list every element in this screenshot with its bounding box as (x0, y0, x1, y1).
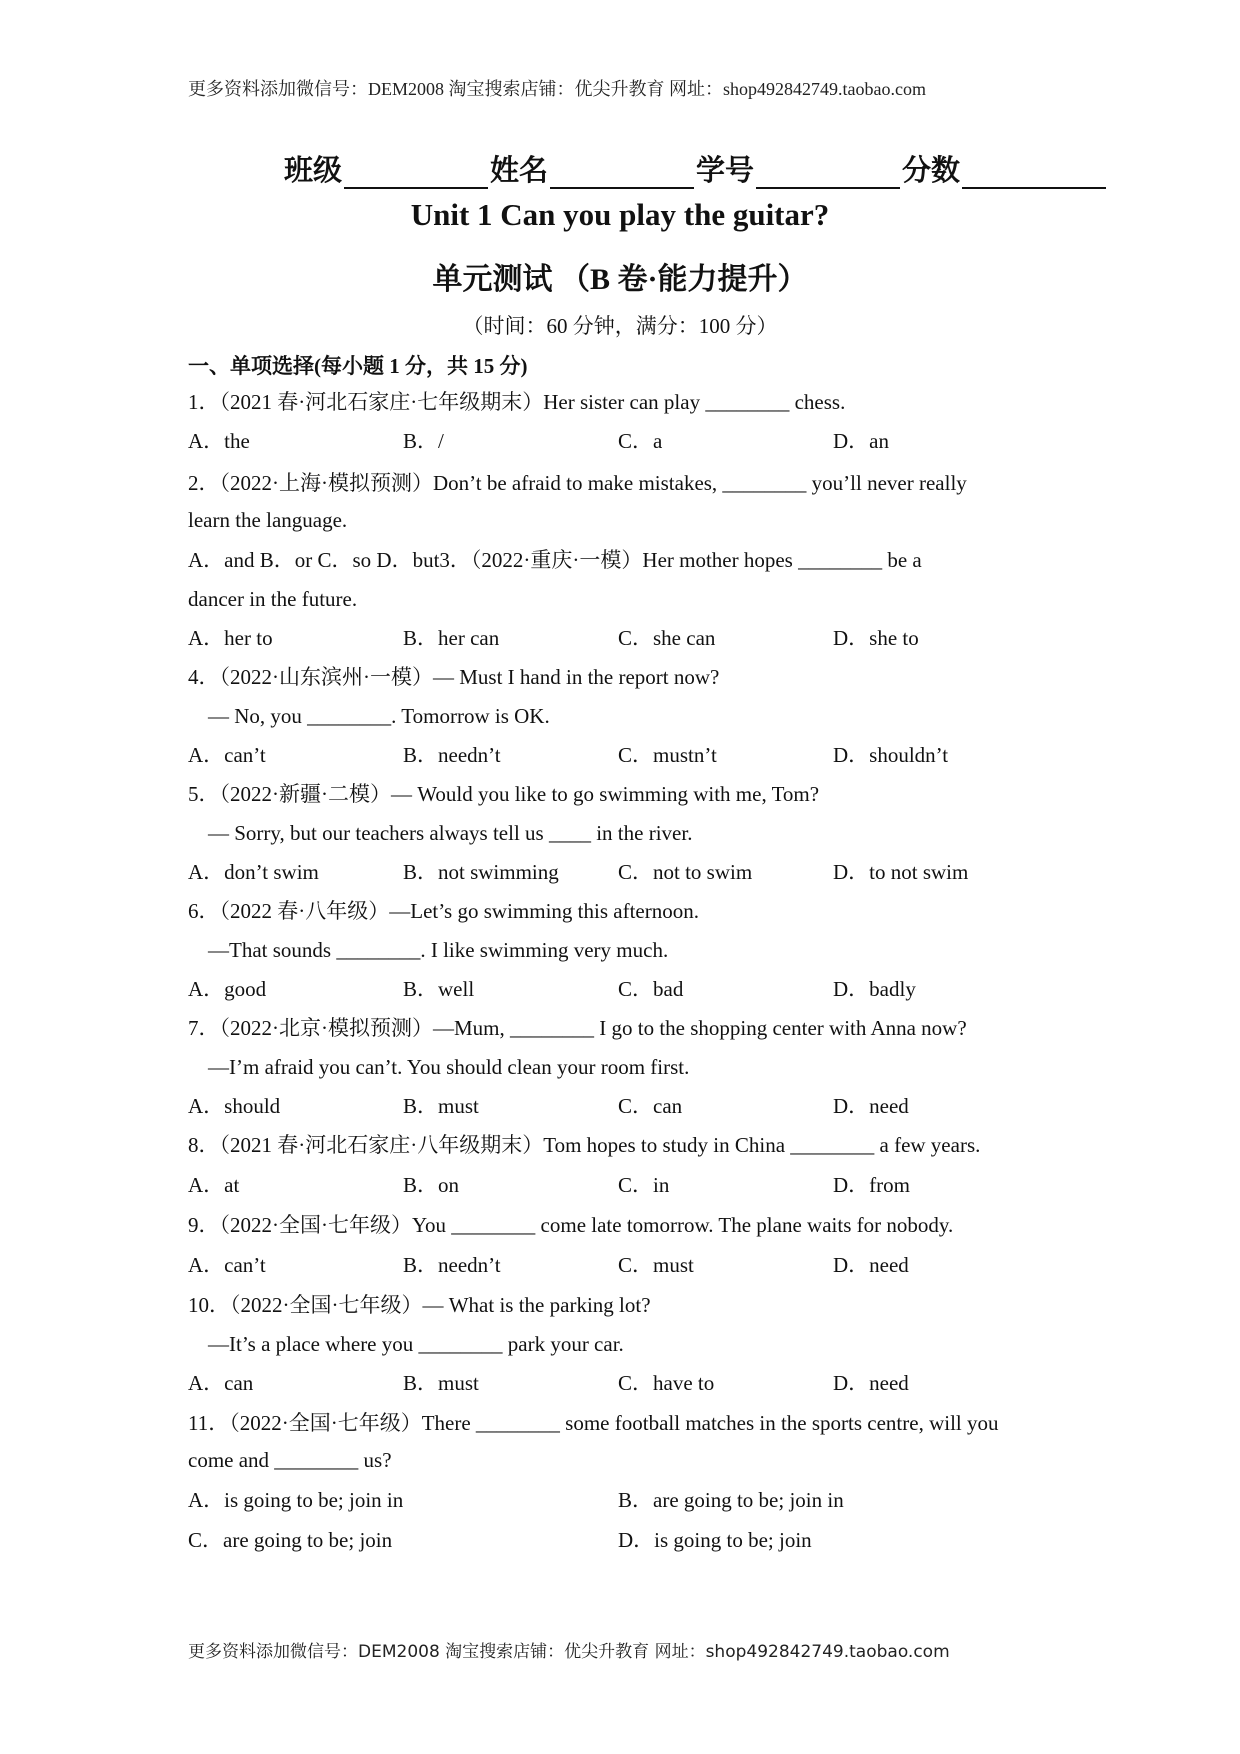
q9-option-a[interactable]: A．can’t (188, 1253, 266, 1277)
question-8: 8．（2021 春·河北石家庄·八年级期末）Tom hopes to study in China ________ a few years. (188, 1133, 981, 1157)
q3-option-d[interactable]: D．she to (833, 626, 919, 650)
q7-option-d[interactable]: D．need (833, 1094, 909, 1118)
page-subtitle: 单元测试 （B 卷·能力提升） (432, 263, 808, 296)
question-10: 10．（2022·全国·七年级）— What is the parking lot? (188, 1293, 651, 1317)
q6-option-a[interactable]: A．good (188, 977, 267, 1001)
q11-option-b[interactable]: B．are going to be; join in (618, 1488, 844, 1512)
q8-option-b[interactable]: B．on (403, 1173, 460, 1197)
name-blank[interactable] (550, 159, 694, 189)
score-blank[interactable] (962, 159, 1106, 189)
q9-option-c[interactable]: C．must (618, 1253, 694, 1277)
q1-option-a[interactable]: A．the (188, 429, 250, 453)
q6-option-c[interactable]: C．bad (618, 977, 684, 1001)
q3-option-a[interactable]: A．her to (188, 626, 273, 650)
q5-option-a[interactable]: A．don’t swim (188, 860, 319, 884)
q3-option-b[interactable]: B．her can (403, 626, 500, 650)
q2-options-and-question-3: A．and B．or C．so D．but3．（2022·重庆·一模）Her mother hopes ________ be a (188, 548, 922, 572)
page-title: Unit 1 Can you play the guitar? (410, 197, 830, 232)
section-title: 一、单项选择(每小题 1 分，共 15 分) (188, 354, 528, 378)
question-1: 1．（2021 春·河北石家庄·七年级期末）Her sister can play ________ chess. (188, 390, 846, 414)
question-6: 6．（2022 春·八年级）—Let’s go swimming this afternoon. (188, 899, 699, 923)
student-info-fields (284, 148, 1108, 189)
q4-option-b[interactable]: B．needn’t (403, 743, 501, 767)
q8-option-c[interactable]: C．in (618, 1173, 670, 1197)
q1-option-b[interactable]: B．/ (403, 429, 444, 453)
q11-option-c[interactable]: C．are going to be; join (188, 1528, 393, 1552)
footer-note: 更多资料添加微信号：DEM2008 淘宝搜索店铺：优尖升教育 网址：shop492842749.taobao.com (188, 1642, 950, 1662)
question-4: 4．（2022·山东滨州·一模）— Must I hand in the report now? (188, 665, 720, 689)
question-5-reply: — Sorry, but our teachers always tell us ____ in the river. (208, 821, 693, 845)
q4-option-a[interactable]: A．can’t (188, 743, 266, 767)
q11-option-d[interactable]: D．is going to be; join (618, 1528, 812, 1552)
question-5: 5．（2022·新疆·二模）— Would you like to go swimming with me, Tom? (188, 782, 820, 806)
q10-option-c[interactable]: C．have to (618, 1371, 715, 1395)
question-10-reply: —It’s a place where you ________ park your car. (208, 1332, 624, 1356)
score-label: 分数 (902, 155, 961, 187)
question-11-cont: come and ________ us? (188, 1448, 392, 1472)
question-7-reply: —I’m afraid you can’t. You should clean your room first. (208, 1055, 690, 1079)
q9-option-b[interactable]: B．needn’t (403, 1253, 501, 1277)
header-note: 更多资料添加微信号：DEM2008 淘宝搜索店铺：优尖升教育 网址：shop492842749.taobao.com (188, 79, 926, 99)
question-7: 7．（2022·北京·模拟预测）—Mum, ________ I go to the shopping center with Anna now? (188, 1016, 967, 1040)
question-6-reply: —That sounds ________. I like swimming very much. (208, 938, 669, 962)
q8-option-a[interactable]: A．at (188, 1173, 240, 1197)
q9-option-d[interactable]: D．need (833, 1253, 909, 1277)
q4-option-c[interactable]: C．mustn’t (618, 743, 717, 767)
q7-option-a[interactable]: A．should (188, 1094, 281, 1118)
q6-option-b[interactable]: B．well (403, 977, 475, 1001)
number-blank[interactable] (756, 159, 900, 189)
question-2-cont: learn the language. (188, 508, 348, 532)
q4-option-d[interactable]: D．shouldn’t (833, 743, 949, 767)
q5-option-d[interactable]: D．to not swim (833, 860, 969, 884)
q1-option-c[interactable]: C．a (618, 429, 663, 453)
q5-option-c[interactable]: C．not to swim (618, 860, 753, 884)
question-2: 2．（2022·上海·模拟预测）Don’t be afraid to make mistakes, ________ you’ll never really (188, 471, 967, 495)
question-3-cont: dancer in the future. (188, 587, 358, 611)
q10-option-d[interactable]: D．need (833, 1371, 909, 1395)
q5-option-b[interactable]: B．not swimming (403, 860, 559, 884)
class-label: 班级 (284, 155, 343, 187)
q1-option-d[interactable]: D．an (833, 429, 889, 453)
q10-option-a[interactable]: A．can (188, 1371, 254, 1395)
class-blank[interactable] (344, 159, 488, 189)
name-label: 姓名 (490, 155, 549, 187)
q6-option-d[interactable]: D．badly (833, 977, 916, 1001)
time-info: （时间：60 分钟，满分：100 分） (462, 314, 778, 338)
q7-option-c[interactable]: C．can (618, 1094, 683, 1118)
q10-option-b[interactable]: B．must (403, 1371, 479, 1395)
question-9: 9．（2022·全国·七年级）You ________ come late tomorrow. The plane waits for nobody. (188, 1213, 954, 1237)
q3-option-c[interactable]: C．she can (618, 626, 716, 650)
question-11: 11．（2022·全国·七年级）There ________ some football matches in the sports centre, will you (188, 1411, 999, 1435)
question-4-reply: — No, you ________. Tomorrow is OK. (208, 704, 550, 728)
q7-option-b[interactable]: B．must (403, 1094, 479, 1118)
q8-option-d[interactable]: D．from (833, 1173, 910, 1197)
q11-option-a[interactable]: A．is going to be; join in (188, 1488, 404, 1512)
number-label: 学号 (696, 155, 755, 187)
